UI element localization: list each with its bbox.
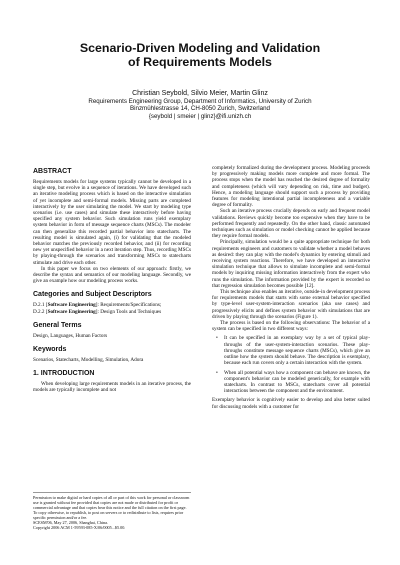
author-block	[20, 89, 380, 120]
body-paragraph-2: Such an iterative process crucially depends on early and frequent model validations. Reviews quickly become too expensive when they have to be performed frequently and repeatedly. On the other hand, classic automated techniques such as simulation or model checking cannot be applied because they require formal models.	[212, 208, 370, 240]
category-1-topic: ]: Requirements/Specifications;	[95, 302, 162, 309]
keywords-text: Scenarios, Statecharts, Modelling, Simulation, Adora	[33, 357, 144, 364]
footnote-permission: Permission to make digital or hard copies of all or part of this work for personal or classroom use is granted without fee provided that copies are not made or distributed for profit or commercial advantage and that copies bear this notice and the full citation on the first page. To copy otherwise, to republish, to post on servers or to redistribute to lists, requires prior specific permission and/or a fee.	[33, 495, 190, 520]
left-column	[33, 165, 191, 394]
category-2-area: Software Engineering	[47, 308, 96, 315]
body-paragraph-5: The process is based on the following observations: The behavior of a system can be specified in two different ways:	[212, 320, 370, 333]
abstract-paragraph-2: In this paper we focus on two elements of our approach: firstly, we describe the syntax and semantics of our modeling language. Secondly, we give an example how our modeling process works.	[33, 265, 191, 285]
bullet-item-exemplary	[216, 335, 370, 367]
category-line-2	[33, 309, 191, 315]
affiliation-line-2: Binzmühlestrasse 14, CH-8050 Zurich, Switzerland	[130, 105, 270, 113]
abstract-heading: ABSTRACT	[33, 168, 72, 175]
categories-heading: Categories and Subject Descriptors	[33, 291, 152, 299]
title-line-2: of Requirements Models	[128, 55, 272, 69]
general-terms-text: Design, Languages, Human Factors	[33, 332, 108, 339]
bullet-glyph: •	[216, 369, 218, 376]
author-emails: {seybold | smeier | glinz}@ifi.unizh.ch	[148, 112, 252, 120]
bullet-text-1: It can be specified in an exemplary way by a set of typical play-throughs of the user-system-interaction scenarios. These play-throughs constitute message sequence charts (MSCs), which give an outline how the system should behave. The description is exemplary, because each run covers only a certain interaction with the system.	[224, 335, 370, 367]
category-1-area: Software Engineering	[47, 302, 96, 309]
body-paragraph-6: Exemplary behavior is cognitively easier to develop and also better suited for discussing models with a customer for	[212, 397, 370, 410]
introduction-paragraph-1: When developing large requirements models in an iterative process, the models are typically incomplete and not	[33, 381, 191, 394]
footnote-copyright: Copyright 2006 ACM 1-59593-085-X/06/0005...$5.00.	[33, 525, 126, 530]
introduction-heading: 1. INTRODUCTION	[33, 370, 95, 378]
abstract-paragraph-1: Requirements models for large systems typically cannot be developed in a single step, but evolve in a sequence of iterations. We have developed such an iterative modeling process which is based on the interactive simulation of yet incomplete and semi-formal models. Missing parts are completed interactively by the user simulating the model. We start by modeling type scenarios (i.e. use cases) and simulate these interactively before having specified any system behavior. Such simulation runs yield exemplary system behavior in form of message sequence charts (MSCs). The modeler can then generalize this recorded partial behavior into statecharts. The resulting model is simulated again, (i) for validating that the modeled behavior matches the previously recorded behavior, and (ii) for recording new yet unspecified behavior in a next iteration step. Thus, recording MSCs by playing-through the scenarios and transforming MSCs to statecharts stimulate and drive each other.	[33, 179, 191, 266]
behavior-bullet-list	[212, 335, 370, 394]
paper-title	[20, 41, 380, 69]
category-2-topic: ]: Design Tools and Techniques	[95, 308, 162, 315]
bullet-glyph: •	[216, 335, 218, 342]
author-names: Christian Seybold, Silvio Meier, Martin Glinz	[132, 90, 268, 97]
title-line-1: Scenario-Driven Modeling and Validation	[79, 41, 321, 55]
keywords-heading: Keywords	[33, 346, 67, 354]
general-terms-heading: General Terms	[33, 321, 82, 329]
body-paragraph-1: completely formalized during the development process. Modeling proceeds by progressively making models more complete and more formal. The process stops when the model has reached the desired degree of formality and completeness (which will vary depending on risk, time and budget). Hence, a modeling language should support such a process by providing features for modeling intentional partial incompleteness and a variable degree of formality.	[212, 165, 370, 209]
category-2-code: D.2.2 [	[33, 308, 48, 315]
copyright-footnote	[33, 492, 191, 530]
body-paragraph-3: Principally, simulation would be a quite appropriate technique for both requirements engineers and customers to validate whether a model behaves as desired: they can play with the model's dynamics by entering stimuli and receiving system reactions. Therefore, we have developed an interactive simulation technique that allows to simulate incomplete and semi-formal models by inquiring missing information interactively from the expert who runs the simulation. The information provided by the expert is recorded so that regression simulation becomes possible [12].	[212, 239, 370, 289]
body-paragraph-4: This technique also enables an iterative, outside-in development process for requirements models that starts with some external behavior specified by type-level user-system-interaction scenarios (aka use cases) and progressively elicits and defines system behavior with simulations that are driven by playing through the scenarios (Figure 1).	[212, 289, 370, 320]
bullet-text-2: When all potential ways how a component can behave are known, the component's behavior can be modeled generically, for example with statecharts. In contrast to MSCs, statecharts cover all potential interactions between the component and the environment.	[224, 369, 370, 395]
footnote-conference: SCESM'06, May 27, 2006, Shanghai, China.	[33, 520, 108, 525]
affiliation-line-1: Requirements Engineering Group, Department of Informatics, University of Zurich	[88, 98, 312, 105]
bullet-item-generic	[216, 369, 370, 395]
right-column	[212, 165, 370, 410]
category-1-code: D.2.1 [	[33, 302, 48, 309]
